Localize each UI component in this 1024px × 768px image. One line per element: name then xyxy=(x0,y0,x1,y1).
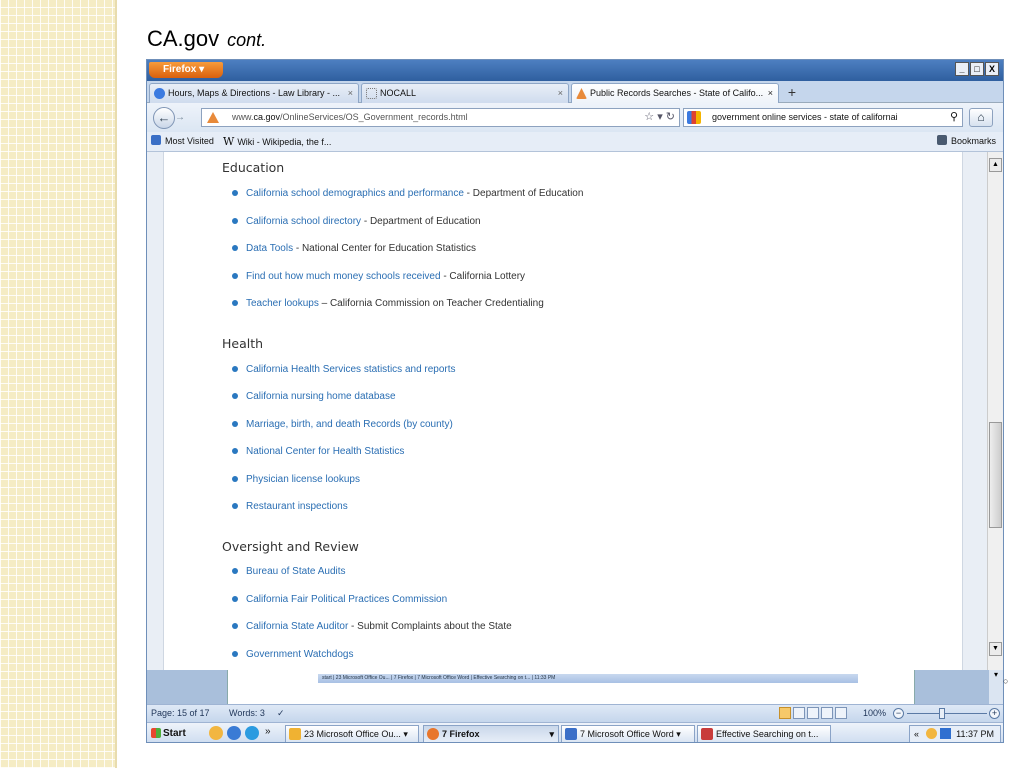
url-bar[interactable] xyxy=(201,108,680,127)
bookmark-star-icon[interactable]: ☆ xyxy=(644,111,655,123)
list-item xyxy=(232,474,360,485)
browser-window xyxy=(146,59,1004,743)
web-layout-view-icon[interactable] xyxy=(807,707,819,719)
link[interactable]: National Center for Health Statistics xyxy=(246,446,405,457)
link-description: - Department of Education xyxy=(463,188,584,199)
page-viewport xyxy=(147,152,987,670)
quick-launch-icon[interactable] xyxy=(227,726,241,740)
link-description: - National Center for Education Statistics xyxy=(293,243,476,254)
list-item xyxy=(232,446,404,457)
slide-title xyxy=(147,26,266,52)
word-page xyxy=(227,670,915,704)
title-bar xyxy=(147,60,1003,81)
tab-close-icon[interactable]: × xyxy=(557,88,563,98)
tab-close-icon[interactable]: × xyxy=(347,88,353,98)
navigation-bar xyxy=(147,103,1003,132)
bookmarks-toolbar xyxy=(147,132,1003,152)
zoom-slider-track[interactable] xyxy=(907,713,987,714)
link[interactable]: Marriage, birth, and death Records (by county) xyxy=(246,419,453,430)
bookmark-label: Wiki - Wikipedia, the f... xyxy=(237,137,332,147)
bullet-icon xyxy=(232,366,238,372)
word-scrollbar[interactable]: ▾ xyxy=(989,670,1003,704)
tab-close-icon[interactable]: × xyxy=(767,88,773,98)
bookmark-wikipedia[interactable] xyxy=(223,132,331,152)
bullet-icon xyxy=(232,273,238,279)
bullet-icon xyxy=(232,190,238,196)
search-bar[interactable] xyxy=(683,108,963,127)
tab-law-library[interactable] xyxy=(149,83,359,103)
list-item xyxy=(232,391,396,402)
list-item xyxy=(232,419,453,430)
word-count-status[interactable]: Words: 3 xyxy=(229,708,265,718)
url-path: /OnlineServices/OS_Government_records.html xyxy=(280,112,468,122)
link[interactable]: Restaurant inspections xyxy=(246,501,348,512)
slide-decorative-stripe xyxy=(0,0,115,768)
list-item xyxy=(232,298,544,309)
word-icon xyxy=(565,728,577,740)
link[interactable]: Government Watchdogs xyxy=(246,649,354,660)
list-item xyxy=(232,649,353,660)
bullet-icon xyxy=(232,300,238,306)
url-prefix: www. xyxy=(232,112,254,122)
windows-taskbar xyxy=(147,722,1003,743)
link[interactable]: Physician license lookups xyxy=(246,474,360,485)
new-tab-button[interactable]: + xyxy=(787,84,797,100)
ca-gov-favicon-icon xyxy=(576,88,587,99)
home-button[interactable] xyxy=(969,108,993,127)
section-heading-health: Health xyxy=(222,336,264,351)
wikipedia-icon: W xyxy=(223,135,235,148)
tab-label: NOCALL xyxy=(380,88,417,98)
globe-icon xyxy=(154,88,165,99)
draft-view-icon[interactable] xyxy=(835,707,847,719)
link-description: - California Lottery xyxy=(440,271,526,282)
bullet-icon xyxy=(232,421,238,427)
maximize-button[interactable]: □ xyxy=(970,62,984,76)
bullet-icon xyxy=(232,503,238,509)
reload-icon[interactable]: ↻ xyxy=(665,111,675,123)
taskbar-button-label: 23 Microsoft Office Ou... xyxy=(304,729,401,739)
link-description: - Department of Education xyxy=(361,216,481,227)
link[interactable]: California Health Services statistics and reports xyxy=(246,364,456,375)
link[interactable]: California Fair Political Practices Commission xyxy=(246,594,448,605)
view-buttons xyxy=(779,707,847,719)
system-tray xyxy=(909,725,1001,743)
tab-label: Public Records Searches - State of Califo... xyxy=(590,88,764,98)
blank-page-icon xyxy=(366,88,377,99)
tray-app-icon[interactable] xyxy=(926,728,937,739)
bookmark-label: Most Visited xyxy=(165,136,214,146)
close-button[interactable]: X xyxy=(985,62,999,76)
bullet-icon xyxy=(232,623,238,629)
list-item xyxy=(232,243,476,254)
bullet-icon xyxy=(232,448,238,454)
embedded-taskbar-image: start | 23 Microsoft Office Ou... | 7 Firefox | 7 Microsoft Office Word | Effective Searching on t... | 11:33 PM xyxy=(318,674,858,683)
link-description: - Submit Complaints about the State xyxy=(348,621,512,632)
zoom-in-icon[interactable]: + xyxy=(989,708,1000,719)
proofing-check-icon[interactable]: ✓ xyxy=(277,708,285,718)
page-scrollbar[interactable] xyxy=(987,152,1003,670)
bullet-icon xyxy=(232,596,238,602)
list-item xyxy=(232,364,456,375)
firefox-icon xyxy=(427,728,439,740)
ie-icon[interactable] xyxy=(245,726,259,740)
list-item xyxy=(232,501,348,512)
tab-label: Hours, Maps & Directions - Law Library - ... xyxy=(168,88,341,98)
firefox-menu-button[interactable]: Firefox ▾ xyxy=(149,62,223,78)
home-icon: ⌂ xyxy=(977,110,985,124)
presentation-icon xyxy=(701,728,713,740)
link[interactable]: California school demographics and performance xyxy=(246,188,464,199)
back-button[interactable]: ← xyxy=(153,107,175,129)
list-item xyxy=(232,594,447,605)
bullet-icon xyxy=(232,245,238,251)
section-heading-education: Education xyxy=(222,160,285,175)
bookmarks-icon xyxy=(937,135,947,145)
bookmark-most-visited[interactable] xyxy=(151,132,214,151)
bullet-icon xyxy=(232,568,238,574)
tray-chevron[interactable]: « xyxy=(914,729,920,739)
quick-launch-chevron[interactable]: » xyxy=(265,726,271,737)
web-page xyxy=(163,152,963,670)
zoom-level[interactable]: 100% xyxy=(863,708,887,718)
window-controls xyxy=(955,62,999,76)
minimize-button[interactable]: _ xyxy=(955,62,969,76)
bullet-icon xyxy=(232,218,238,224)
bullet-icon xyxy=(232,476,238,482)
google-search-engine-icon[interactable] xyxy=(687,111,701,124)
list-item xyxy=(232,271,525,282)
link[interactable]: Bureau of State Audits xyxy=(246,566,346,577)
outlook-icon xyxy=(289,728,301,740)
slide-title-text: CA.gov xyxy=(147,26,220,51)
taskbar-button-word[interactable]: 7 Microsoft Office Word ▾ xyxy=(561,725,695,743)
link[interactable]: Teacher lookups xyxy=(246,298,319,309)
outer-scroll-marker-icon: ○ xyxy=(1003,676,1009,686)
word-status-bar xyxy=(147,704,1003,722)
tab-public-records[interactable] xyxy=(571,83,779,103)
start-button[interactable] xyxy=(149,725,191,742)
search-input[interactable]: government online services - state of californai xyxy=(712,112,898,122)
zoom-out-icon[interactable]: − xyxy=(893,708,904,719)
firefox-menu-label: Firefox xyxy=(163,64,197,75)
print-layout-view-icon[interactable] xyxy=(779,707,791,719)
taskbar-button-outlook[interactable]: 23 Microsoft Office Ou... ▾ xyxy=(285,725,419,743)
page-count-status[interactable]: Page: 15 of 17 xyxy=(151,708,210,718)
start-label: Start xyxy=(163,728,186,739)
scroll-down-arrow-icon[interactable]: ▼ xyxy=(989,642,1002,656)
taskbar-button-powerpoint[interactable] xyxy=(697,725,831,743)
bullet-icon xyxy=(232,393,238,399)
bookmarks-menu-button[interactable] xyxy=(937,132,996,151)
search-icon[interactable]: ⚲ xyxy=(949,111,958,123)
list-item xyxy=(232,566,346,577)
tab-bar xyxy=(147,81,1003,103)
forward-button[interactable]: → xyxy=(175,112,185,123)
link[interactable]: Find out how much money schools received xyxy=(246,271,441,282)
url-domain: ca.gov xyxy=(253,112,281,122)
link[interactable]: California school directory xyxy=(246,216,362,227)
dropdown-icon: ▾ xyxy=(549,729,554,739)
bookmarks-menu-label: Bookmarks xyxy=(951,136,997,146)
outline-view-icon[interactable] xyxy=(821,707,833,719)
url-tools: ☆ ▾ ↻ xyxy=(644,111,675,123)
list-item xyxy=(232,621,512,632)
taskbar-button-firefox[interactable] xyxy=(423,725,559,743)
windows-logo-icon xyxy=(151,728,161,738)
network-icon[interactable] xyxy=(940,728,951,739)
link[interactable]: California State Auditor xyxy=(246,621,349,632)
zoom-slider-handle[interactable] xyxy=(939,708,945,719)
link-description: – California Commission on Teacher Credentialing xyxy=(318,298,544,309)
word-document-area xyxy=(147,670,1003,704)
taskbar-button-label: 7 Firefox xyxy=(442,729,480,739)
bullet-icon xyxy=(232,651,238,657)
scroll-thumb[interactable] xyxy=(989,422,1002,528)
list-item xyxy=(232,188,583,199)
section-heading-oversight: Oversight and Review xyxy=(222,539,359,554)
full-screen-view-icon[interactable] xyxy=(793,707,805,719)
back-forward-group xyxy=(153,107,197,129)
link[interactable]: California nursing home database xyxy=(246,391,396,402)
link[interactable]: Data Tools xyxy=(246,243,294,254)
tab-nocall[interactable] xyxy=(361,83,569,103)
quick-launch-icon[interactable] xyxy=(209,726,223,740)
most-visited-icon xyxy=(151,135,161,145)
taskbar-button-label: 7 Microsoft Office Word xyxy=(580,729,674,739)
scroll-up-arrow-icon[interactable]: ▲ xyxy=(989,158,1002,172)
slide-stripe-edge xyxy=(115,0,117,768)
taskbar-button-label: Effective Searching on t... xyxy=(716,729,819,739)
slide-subtitle: cont. xyxy=(227,30,267,50)
clock[interactable]: 11:37 PM xyxy=(956,729,994,739)
list-item xyxy=(232,216,481,227)
site-identity-icon[interactable] xyxy=(207,112,219,123)
